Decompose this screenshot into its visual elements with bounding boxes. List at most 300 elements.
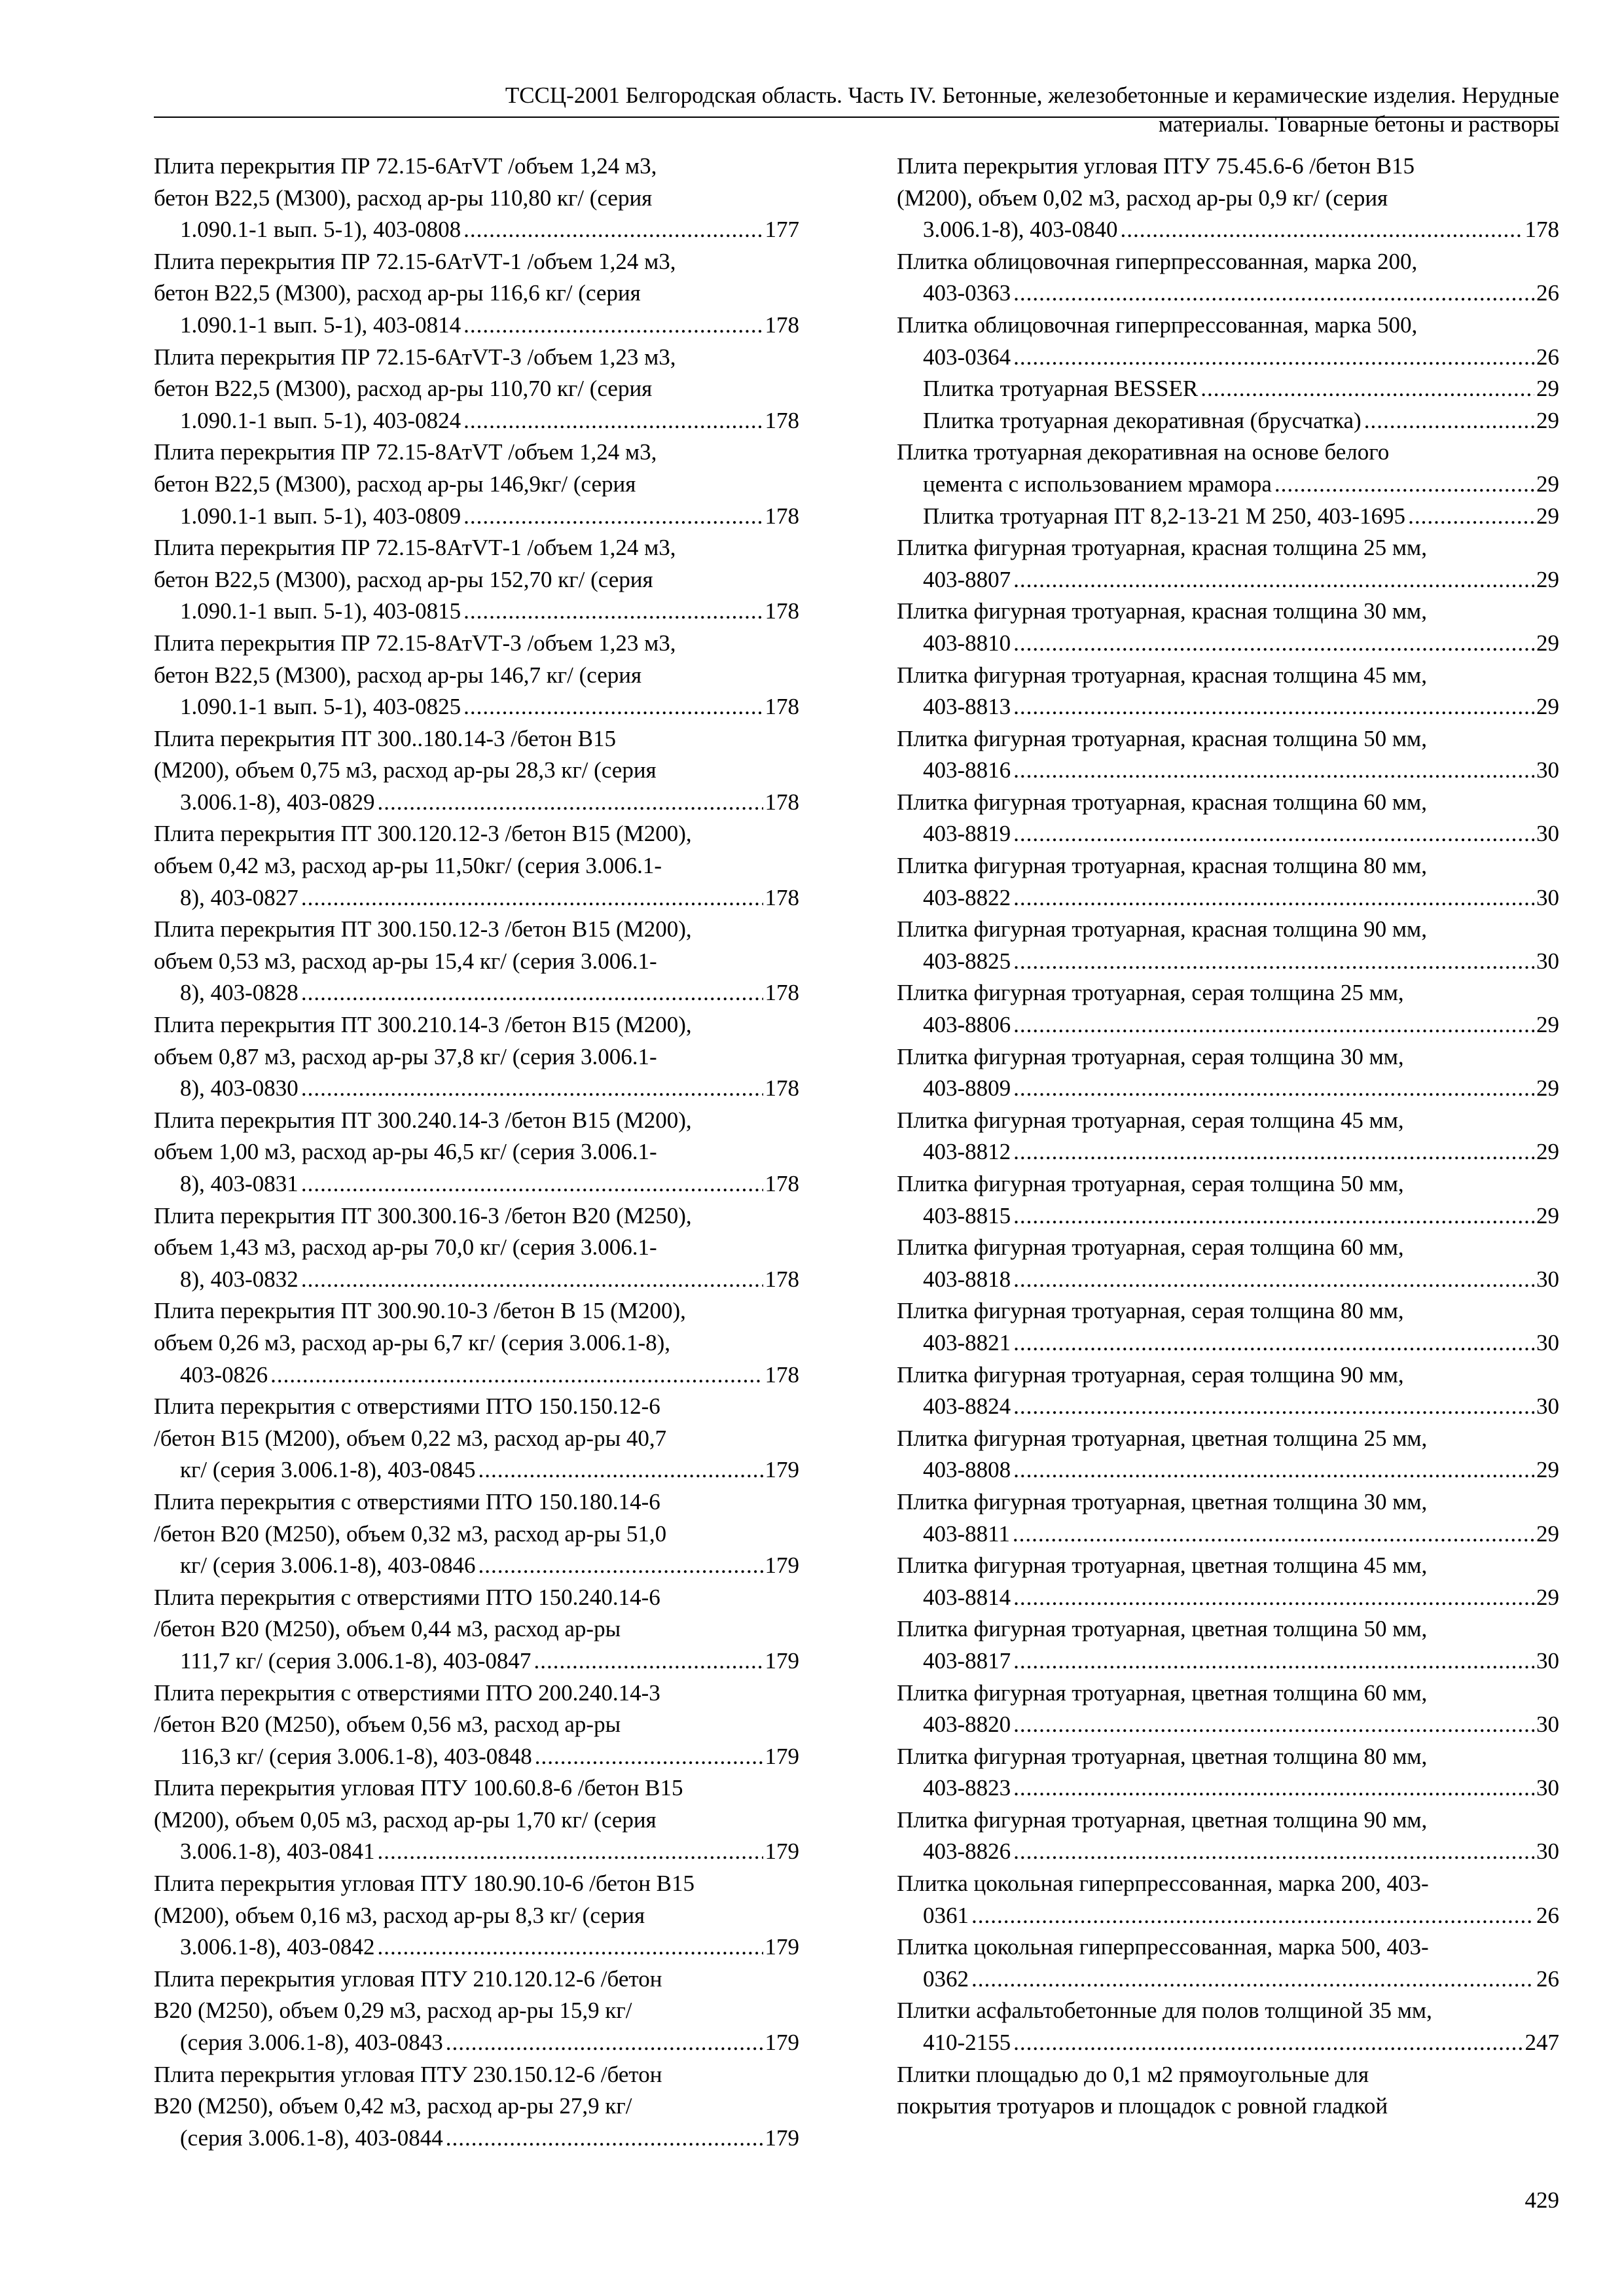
dot-leader (1013, 1136, 1534, 1168)
entry-text-line: Плитка фигурная тротуарная, цветная толщина 90 мм, (897, 1806, 1428, 1833)
entry-code: 403-8807 (923, 566, 1011, 592)
index-entry (897, 1359, 1559, 1423)
dot-leader (1013, 2027, 1523, 2059)
entry-code: 8), 403-0827 (180, 884, 298, 910)
index-entry (154, 1200, 799, 1296)
index-entry (897, 1041, 1559, 1105)
dot-leader (971, 1964, 1534, 1996)
entry-text-line: Плита перекрытия с отверстиями ПТО 150.180.14-6 (154, 1488, 660, 1515)
dot-leader (535, 1741, 763, 1773)
dot-leader (446, 2027, 763, 2059)
dot-leader (1013, 628, 1534, 660)
entry-text-line: Плитка фигурная тротуарная, серая толщина 45 мм, (897, 1107, 1404, 1133)
index-entry (897, 1423, 1559, 1486)
page-ref: 29 (1536, 1202, 1559, 1229)
entry-last-line (180, 596, 799, 628)
page-ref: 29 (1536, 376, 1559, 402)
entry-last-line (180, 1359, 799, 1391)
entry-code: 8), 403-0830 (180, 1075, 298, 1102)
index-column-right (897, 151, 1559, 2123)
dot-leader (1013, 342, 1534, 374)
page-ref: 30 (1536, 757, 1559, 783)
dot-leader (1013, 1645, 1534, 1677)
entry-code: 0361 (923, 1902, 969, 1928)
index-entry (897, 850, 1559, 914)
index-entry (897, 532, 1559, 596)
entry-text-line: Плитка фигурная тротуарная, красная толщина 90 мм, (897, 916, 1427, 942)
entry-text-line: бетон В22,5 (М300), расход ар-ры 110,70 кг/ (серия (154, 376, 653, 402)
entry-last-line (923, 946, 1559, 978)
entry-text-line: объем 0,26 м3, расход ар-ры 6,7 кг/ (серия 3.006.1-8), (154, 1329, 671, 1355)
entry-text-line: Плита перекрытия ПР 72.15-8АтVТ-1 /объем 1,24 м3, (154, 535, 676, 561)
entry-text-line: Плита перекрытия ПР 72.15-6АтVТ-3 /объем 1,23 м3, (154, 344, 676, 370)
entry-text-line: /бетон В20 (М250), объем 0,56 м3, расход ар-ры (154, 1712, 621, 1738)
index-entry (154, 1295, 799, 1391)
index-entry (897, 405, 1559, 437)
entry-text-line: Плитка облицовочная гиперпрессованная, марка 200, (897, 248, 1418, 274)
entry-text-line: Плита перекрытия ПТ 300.300.16-3 /бетон В20 (М250), (154, 1202, 692, 1229)
index-entry (154, 1677, 799, 1773)
index-entry (154, 1964, 799, 2059)
entry-last-line (923, 691, 1559, 723)
page-ref: 29 (1536, 630, 1559, 656)
index-entry (897, 151, 1559, 246)
dot-leader (1364, 405, 1534, 437)
page-ref: 178 (765, 598, 799, 624)
index-entry (154, 1009, 799, 1105)
entry-last-line (923, 1009, 1559, 1041)
entry-last-line (180, 1168, 799, 1200)
entry-last-line (923, 628, 1559, 660)
entry-code: 116,3 кг/ (серия 3.006.1-8), 403-0848 (180, 1743, 532, 1769)
entry-code: 403-8809 (923, 1075, 1011, 1102)
entry-last-line (923, 1454, 1559, 1486)
entry-text-line: Плита перекрытия с отверстиями ПТО 200.240.14-3 (154, 1679, 660, 1706)
entry-last-line (923, 1136, 1559, 1168)
entry-code: 403-8817 (923, 1647, 1011, 1674)
index-entry (897, 1677, 1559, 1741)
entry-text-line: бетон В22,5 (М300), расход ар-ры 152,70 кг/ (серия (154, 566, 653, 592)
entry-last-line (923, 1900, 1559, 1932)
entry-last-line (923, 1518, 1559, 1551)
entry-last-line (923, 755, 1559, 787)
page-ref: 30 (1536, 948, 1559, 974)
page-ref: 29 (1536, 503, 1559, 529)
page-ref: 179 (765, 1552, 799, 1579)
entry-text-line: Плитка фигурная тротуарная, красная толщина 30 мм, (897, 598, 1427, 624)
page-ref: 30 (1536, 1647, 1559, 1674)
entry-last-line (923, 1200, 1559, 1232)
index-entry (897, 1804, 1559, 1868)
entry-last-line (923, 501, 1559, 533)
dot-leader (1120, 214, 1523, 246)
page-ref: 178 (765, 980, 799, 1006)
entry-text-line: Плитка фигурная тротуарная, серая толщина 30 мм, (897, 1043, 1404, 1069)
entry-last-line (923, 1709, 1559, 1741)
index-entry (154, 1772, 799, 1868)
entry-text-line: Плитка тротуарная декоративная на основе белого (897, 439, 1390, 465)
page-ref: 178 (765, 789, 799, 815)
page-ref: 179 (765, 1647, 799, 1674)
entry-code: 403-8822 (923, 884, 1011, 910)
page-ref: 29 (1536, 694, 1559, 720)
page-ref: 247 (1525, 2030, 1559, 2056)
dot-leader (446, 2123, 763, 2155)
page-ref: 29 (1536, 1457, 1559, 1483)
page-ref: 178 (1525, 217, 1559, 243)
entry-text-line: Плитка фигурная тротуарная, цветная толщина 45 мм, (897, 1552, 1428, 1579)
entry-code: Плитка тротуарная BESSER (923, 376, 1199, 402)
entry-text-line: бетон В22,5 (М300), расход ар-ры 146,9кг/ (серия (154, 471, 636, 497)
entry-text-line: Плита перекрытия ПТ 300..180.14-3 /бетон В15 (154, 725, 616, 751)
entry-code: 403-8821 (923, 1329, 1011, 1355)
entry-text-line: В20 (М250), объем 0,42 м3, расход ар-ры 27,9 кг/ (154, 2093, 632, 2119)
page-ref: 179 (765, 2125, 799, 2151)
entry-last-line (180, 1264, 799, 1296)
index-entry (154, 246, 799, 342)
index-entry (154, 914, 799, 1009)
page-ref: 29 (1536, 471, 1559, 497)
index-entry (154, 342, 799, 437)
entry-text-line: объем 1,43 м3, расход ар-ры 70,0 кг/ (серия 3.006.1- (154, 1234, 657, 1261)
dot-leader (1013, 564, 1534, 596)
entry-text-line: /бетон В20 (М250), объем 0,44 м3, расход ар-ры (154, 1616, 621, 1642)
page-ref: 30 (1536, 884, 1559, 910)
entry-code: 403-8806 (923, 1012, 1011, 1038)
index-entry (897, 437, 1559, 500)
dot-leader (1013, 691, 1534, 723)
entry-code: 3.006.1-8), 403-0840 (923, 217, 1118, 243)
entry-code: кг/ (серия 3.006.1-8), 403-0845 (180, 1457, 476, 1483)
entry-text-line: Плита перекрытия угловая ПТУ 180.90.10-6 /бетон В15 (154, 1871, 695, 1897)
entry-last-line (923, 1772, 1559, 1804)
page-ref: 179 (765, 2030, 799, 2056)
dot-leader (1013, 946, 1534, 978)
dot-leader (1013, 1327, 1534, 1359)
page-number: 429 (1525, 2187, 1559, 2213)
dot-leader (1013, 818, 1534, 850)
entry-text-line: (М200), объем 0,05 м3, расход ар-ры 1,70 кг/ (серия (154, 1806, 657, 1833)
page-ref: 178 (765, 407, 799, 433)
dot-leader (301, 1264, 763, 1296)
entry-text-line: объем 1,00 м3, расход ар-ры 46,5 кг/ (серия 3.006.1- (154, 1139, 657, 1165)
dot-leader (1274, 469, 1534, 501)
entry-code: 3.006.1-8), 403-0829 (180, 789, 375, 815)
entry-text-line: объем 0,42 м3, расход ар-ры 11,50кг/ (серия 3.006.1- (154, 853, 662, 879)
page-ref: 178 (765, 694, 799, 720)
dot-leader (1200, 373, 1534, 405)
page-ref: 30 (1536, 1839, 1559, 1865)
index-entry (897, 723, 1559, 787)
page-ref: 179 (765, 1743, 799, 1769)
index-entry (897, 596, 1559, 659)
entry-last-line (923, 278, 1559, 310)
index-entry (897, 1868, 1559, 1931)
entry-text-line: Плитка фигурная тротуарная, цветная толщина 80 мм, (897, 1743, 1428, 1769)
entry-last-line (923, 1964, 1559, 1996)
dot-leader (1013, 755, 1534, 787)
page-ref: 26 (1536, 1902, 1559, 1928)
entry-text-line: Плитки площадью до 0,1 м2 прямоугольные для (897, 2061, 1369, 2087)
entry-code: 111,7 кг/ (серия 3.006.1-8), 403-0847 (180, 1647, 532, 1674)
index-entry (897, 1613, 1559, 1677)
entry-last-line (180, 1836, 799, 1868)
entry-last-line (180, 501, 799, 533)
index-entry (897, 1486, 1559, 1550)
entry-last-line (923, 1582, 1559, 1614)
entry-last-line (923, 1073, 1559, 1105)
entry-text-line: Плитка фигурная тротуарная, красная толщина 50 мм, (897, 725, 1427, 751)
entry-text-line: Плитка фигурная тротуарная, серая толщина 90 мм, (897, 1361, 1404, 1388)
entry-last-line (923, 1327, 1559, 1359)
index-entry (897, 1931, 1559, 1995)
page-ref: 179 (765, 1934, 799, 1960)
entry-text-line: Плитка фигурная тротуарная, красная толщина 60 мм, (897, 789, 1427, 815)
page-ref: 178 (765, 1361, 799, 1388)
dot-leader (463, 691, 763, 723)
entry-code: 403-8818 (923, 1266, 1011, 1292)
entry-last-line (923, 469, 1559, 501)
entry-text-line: Плитка фигурная тротуарная, серая толщина 25 мм, (897, 980, 1404, 1006)
dot-leader (478, 1550, 763, 1582)
entry-last-line (180, 882, 799, 914)
index-entry (897, 660, 1559, 723)
index-entry (897, 373, 1559, 405)
entry-text-line: Плита перекрытия ПТ 300.90.10-3 /бетон В 15 (М200), (154, 1298, 686, 1324)
dot-leader (463, 596, 763, 628)
entry-code: 403-8820 (923, 1712, 1011, 1738)
index-entry (897, 1995, 1559, 2058)
entry-text-line: Плита перекрытия угловая ПТУ 210.120.12-6 /бетон (154, 1965, 662, 1992)
entry-text-line: Плита перекрытия ПТ 300.240.14-3 /бетон В15 (М200), (154, 1107, 692, 1133)
dot-leader (377, 1931, 763, 1964)
entry-code: цемента с использованием мрамора (923, 471, 1272, 497)
entry-text-line: /бетон В15 (М200), объем 0,22 м3, расход ар-ры 40,7 (154, 1425, 667, 1451)
entry-text-line: Плитка фигурная тротуарная, серая толщина 80 мм, (897, 1298, 1404, 1324)
dot-leader (1013, 882, 1534, 914)
entry-code: 403-8826 (923, 1839, 1011, 1865)
page-ref: 177 (765, 217, 799, 243)
dot-leader (1013, 1009, 1534, 1041)
entry-last-line (180, 2027, 799, 2059)
entry-code: 403-8812 (923, 1139, 1011, 1165)
entry-code: 8), 403-0828 (180, 980, 298, 1006)
entry-code: Плитка тротуарная декоративная (брусчатка) (923, 407, 1362, 433)
entry-text-line: Плитка фигурная тротуарная, цветная толщина 30 мм, (897, 1488, 1428, 1515)
dot-leader (463, 214, 763, 246)
entry-code: 0362 (923, 1965, 969, 1992)
entry-text-line: Плитка фигурная тротуарная, красная толщина 25 мм, (897, 535, 1427, 561)
entry-last-line (923, 1264, 1559, 1296)
entry-code: 403-8825 (923, 948, 1011, 974)
page-ref: 179 (765, 1457, 799, 1483)
entry-code: 1.090.1-1 вып. 5-1), 403-0824 (180, 407, 461, 433)
page-ref: 30 (1536, 821, 1559, 847)
entry-text-line: Плита перекрытия ПР 72.15-8АтVТ /объем 1,24 м3, (154, 439, 657, 465)
page-ref: 178 (765, 1171, 799, 1196)
entry-last-line (180, 1645, 799, 1677)
entry-last-line (923, 2027, 1559, 2059)
entry-last-line (923, 214, 1559, 246)
dot-leader (301, 882, 763, 914)
dot-leader (1013, 1709, 1534, 1741)
entry-text-line: Плитка фигурная тротуарная, серая толщина 60 мм, (897, 1234, 1404, 1261)
index-entry (154, 818, 799, 914)
dot-leader (971, 1900, 1534, 1932)
dot-leader (270, 1359, 763, 1391)
dot-leader (1013, 1454, 1534, 1486)
running-header (154, 81, 1559, 139)
entry-last-line (180, 1741, 799, 1773)
index-entry (897, 501, 1559, 533)
entry-last-line (923, 1391, 1559, 1423)
entry-last-line (923, 818, 1559, 850)
entry-code: 403-8811 (923, 1520, 1010, 1547)
page-ref: 30 (1536, 1329, 1559, 1355)
entry-text-line: /бетон В20 (М250), объем 0,32 м3, расход ар-ры 51,0 (154, 1520, 667, 1547)
index-column-left (154, 151, 799, 2154)
index-entry (154, 151, 799, 246)
page-ref: 29 (1536, 566, 1559, 592)
dot-leader (1408, 501, 1534, 533)
entry-last-line (180, 2123, 799, 2155)
entry-code: 1.090.1-1 вып. 5-1), 403-0809 (180, 503, 461, 529)
header-rule (154, 117, 1559, 118)
entry-text-line: Плитка фигурная тротуарная, красная толщина 80 мм, (897, 853, 1427, 879)
entry-code: 403-8814 (923, 1584, 1011, 1610)
index-entry (154, 1105, 799, 1200)
dot-leader (533, 1645, 763, 1677)
page-ref: 30 (1536, 1266, 1559, 1292)
entry-code: 403-8823 (923, 1775, 1011, 1801)
entry-text-line: Плита перекрытия ПР 72.15-8АтVТ-3 /объем 1,23 м3, (154, 630, 676, 656)
page-ref: 178 (765, 1266, 799, 1292)
entry-code: 1.090.1-1 вып. 5-1), 403-0808 (180, 217, 461, 243)
index-entry (154, 628, 799, 723)
header-line-2: материалы. Товарные бетоны и растворы (1158, 111, 1559, 137)
dot-leader (1013, 1836, 1534, 1868)
entry-text-line: Плита перекрытия ПТ 300.210.14-3 /бетон В15 (М200), (154, 1012, 692, 1038)
index-entry (897, 1232, 1559, 1295)
entry-text-line: Плита перекрытия ПР 72.15-6АтVТ-1 /объем 1,24 м3, (154, 248, 676, 274)
dot-leader (1013, 1264, 1534, 1296)
entry-text-line: Плита перекрытия угловая ПТУ 100.60.8-6 /бетон В15 (154, 1775, 683, 1801)
entry-last-line (923, 405, 1559, 437)
page-ref: 30 (1536, 1393, 1559, 1420)
entry-text-line: Плитки асфальтобетонные для полов толщиной 35 мм, (897, 1998, 1432, 2024)
entry-text-line: бетон В22,5 (М300), расход ар-ры 116,6 кг/ (серия (154, 280, 641, 306)
entry-text-line: Плитка цокольная гиперпрессованная, марка 500, 403- (897, 1934, 1429, 1960)
entry-text-line: бетон В22,5 (М300), расход ар-ры 146,7 кг/ (серия (154, 662, 642, 688)
index-entry (154, 532, 799, 628)
entry-last-line (923, 882, 1559, 914)
entry-last-line (180, 977, 799, 1009)
entry-last-line (180, 405, 799, 437)
page-ref: 26 (1536, 344, 1559, 370)
index-entry (154, 1391, 799, 1486)
dot-leader (301, 977, 763, 1009)
entry-code: 8), 403-0832 (180, 1266, 298, 1292)
entry-code: 1.090.1-1 вып. 5-1), 403-0814 (180, 312, 461, 338)
entry-text-line: Плита перекрытия угловая ПТУ 75.45.6-6 /бетон В15 (897, 153, 1415, 179)
page-ref: 29 (1536, 1584, 1559, 1610)
entry-code: 1.090.1-1 вып. 5-1), 403-0815 (180, 598, 461, 624)
dot-leader (301, 1168, 763, 1200)
entry-text-line: объем 0,53 м3, расход ар-ры 15,4 кг/ (серия 3.006.1- (154, 948, 657, 974)
index-entry (154, 1486, 799, 1582)
entry-code: 403-0826 (180, 1361, 268, 1388)
entry-last-line (180, 1931, 799, 1964)
index-entry (897, 246, 1559, 310)
entry-text-line: В20 (М250), объем 0,29 м3, расход ар-ры 15,9 кг/ (154, 1998, 632, 2024)
entry-text-line: Плитка фигурная тротуарная, цветная толщина 25 мм, (897, 1425, 1428, 1451)
entry-text-line: (М200), объем 0,16 м3, расход ар-ры 8,3 кг/ (серия (154, 1902, 645, 1928)
entry-code: 3.006.1-8), 403-0841 (180, 1839, 375, 1865)
entry-code: 403-0364 (923, 344, 1011, 370)
entry-text-line: Плитка цокольная гиперпрессованная, марка 200, 403- (897, 1871, 1429, 1897)
entry-text-line: бетон В22,5 (М300), расход ар-ры 110,80 кг/ (серия (154, 185, 653, 211)
entry-code: 403-8819 (923, 821, 1011, 847)
entry-last-line (180, 1550, 799, 1582)
page-ref: 29 (1536, 1012, 1559, 1038)
dot-leader (463, 405, 763, 437)
entry-code: Плитка тротуарная ПТ 8,2-13-21 М 250, 403-1695 (923, 503, 1406, 529)
entry-text-line: Плитка облицовочная гиперпрессованная, марка 500, (897, 312, 1418, 338)
dot-leader (1013, 1518, 1534, 1551)
entry-last-line (923, 342, 1559, 374)
page-ref: 29 (1536, 1139, 1559, 1165)
dot-leader (1013, 1391, 1534, 1423)
dot-leader (301, 1073, 763, 1105)
header-line-1: ТССЦ-2001 Белгородская область. Часть IV. Бетонные, железобетонные и керамические изделия. Нерудные (505, 82, 1559, 108)
index-entry (897, 2059, 1559, 2123)
page-ref: 26 (1536, 1965, 1559, 1992)
entry-last-line (180, 787, 799, 819)
index-entry (154, 1868, 799, 1964)
entry-text-line: Плита перекрытия угловая ПТУ 230.150.12-6 /бетон (154, 2061, 662, 2087)
entry-code: кг/ (серия 3.006.1-8), 403-0846 (180, 1552, 476, 1579)
entry-code: 410-2155 (923, 2030, 1011, 2056)
entry-code: 403-8815 (923, 1202, 1011, 1229)
index-entry (897, 787, 1559, 850)
entry-text-line: объем 0,87 м3, расход ар-ры 37,8 кг/ (серия 3.006.1- (154, 1043, 657, 1069)
page-ref: 178 (765, 1075, 799, 1102)
index-entry (897, 1168, 1559, 1232)
entry-text-line: Плитка фигурная тротуарная, цветная толщина 60 мм, (897, 1679, 1428, 1706)
entry-code: 1.090.1-1 вып. 5-1), 403-0825 (180, 694, 461, 720)
entry-text-line: (М200), объем 0,02 м3, расход ар-ры 0,9 кг/ (серия (897, 185, 1388, 211)
entry-code: 403-0363 (923, 280, 1011, 306)
entry-code: 403-8824 (923, 1393, 1011, 1420)
entry-code: 403-8816 (923, 757, 1011, 783)
page-ref: 29 (1536, 407, 1559, 433)
index-entry (897, 914, 1559, 977)
dot-leader (377, 787, 763, 819)
index-entry (154, 437, 799, 532)
index-entry (897, 1295, 1559, 1359)
dot-leader (1013, 1200, 1534, 1232)
entry-text-line: Плита перекрытия ПР 72.15-6АтVТ /объем 1,24 м3, (154, 153, 657, 179)
entry-text-line: Плитка фигурная тротуарная, серая толщина 50 мм, (897, 1171, 1404, 1196)
entry-text-line: (М200), объем 0,75 м3, расход ар-ры 28,3 кг/ (серия (154, 757, 657, 783)
entry-text-line: Плита перекрытия с отверстиями ПТО 150.150.12-6 (154, 1393, 660, 1420)
entry-last-line (923, 373, 1559, 405)
entry-code: 8), 403-0831 (180, 1171, 298, 1196)
entry-code: 403-8813 (923, 694, 1011, 720)
entry-text-line: Плита перекрытия с отверстиями ПТО 150.240.14-6 (154, 1584, 660, 1610)
entry-code: (серия 3.006.1-8), 403-0844 (180, 2125, 443, 2151)
page-ref: 178 (765, 312, 799, 338)
